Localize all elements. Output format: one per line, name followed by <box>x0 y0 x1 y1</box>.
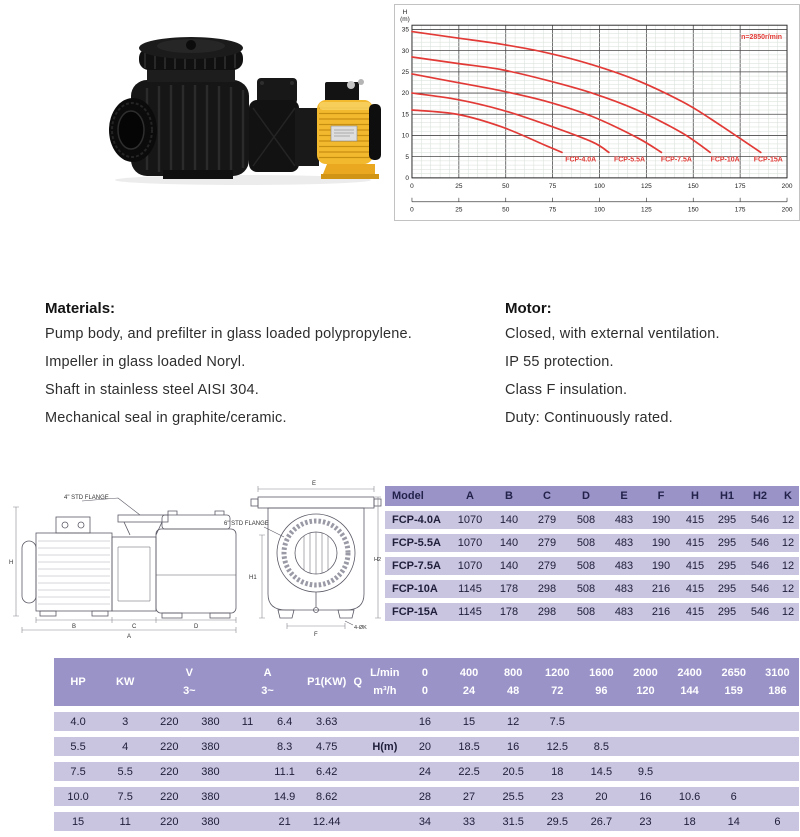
head-value-cell: 18 <box>535 762 579 781</box>
flow-unit-header: L/min m³/h <box>367 658 403 706</box>
kw-cell: 7.5 <box>102 787 148 806</box>
y-axis-label: (m) <box>400 16 410 24</box>
dim-value-cell: 295 <box>711 534 743 552</box>
dim-value-cell: 415 <box>679 603 711 621</box>
curve-label: FCP-15A <box>753 156 783 164</box>
head-value-cell: 22.5 <box>447 762 491 781</box>
dim-value-cell: 190 <box>643 534 679 552</box>
head-value-cell: 20.5 <box>491 762 535 781</box>
flow-value-header: 1200 72 <box>535 658 579 706</box>
x-tick-label: 25 <box>455 182 463 190</box>
head-value-cell: 34 <box>403 812 447 831</box>
materials-line: Mechanical seal in graphite/ceramic. <box>45 410 287 426</box>
model-cell: FCP-15A <box>385 603 449 621</box>
v380-cell: 380 <box>190 737 230 756</box>
head-value-cell: 25.5 <box>491 787 535 806</box>
curve-label: FCP-10A <box>710 156 740 164</box>
dim-value-cell: 216 <box>643 580 679 598</box>
y-axis-label: H <box>402 9 408 17</box>
dim-value-cell: 12 <box>777 511 799 529</box>
y-tick-label: 0 <box>405 175 409 183</box>
motor-title: Motor: <box>505 300 552 317</box>
head-value-cell <box>712 762 756 781</box>
dim-label-d: D <box>194 624 199 630</box>
kw-cell: 4 <box>102 737 148 756</box>
dim-col-header: H2 <box>743 486 777 506</box>
head-value-cell: 7.5 <box>535 712 579 731</box>
dim-col-header: H <box>679 486 711 506</box>
motor-line: IP 55 protection. <box>505 354 614 370</box>
dim-value-cell: 216 <box>643 603 679 621</box>
kw-header: KW <box>102 658 148 706</box>
model-cell: FCP-4.0A <box>385 511 449 529</box>
head-value-cell: 20 <box>579 787 623 806</box>
head-value-cell: 31.5 <box>491 812 535 831</box>
kw-cell: 5.5 <box>102 762 148 781</box>
head-value-cell <box>756 737 799 756</box>
v220-cell: 220 <box>148 712 190 731</box>
v220-cell: 220 <box>148 762 190 781</box>
head-value-cell <box>712 712 756 731</box>
head-value-cell: 12.5 <box>535 737 579 756</box>
dim-value-cell: 190 <box>643 557 679 575</box>
p1-cell: 4.75 <box>305 737 349 756</box>
head-value-cell: 20 <box>403 737 447 756</box>
dim-col-header: F <box>643 486 679 506</box>
motor-line: Duty: Continuously rated. <box>505 410 673 426</box>
dim-value-cell: 546 <box>743 534 777 552</box>
secondary-tick-label: 100 <box>594 206 605 214</box>
v220-cell: 220 <box>148 737 190 756</box>
dim-label-h1: H1 <box>249 575 257 581</box>
head-value-cell <box>623 737 667 756</box>
dim-value-cell: 12 <box>777 580 799 598</box>
head-value-cell: 14.5 <box>579 762 623 781</box>
dim-value-cell: 483 <box>605 511 643 529</box>
secondary-tick-label: 75 <box>549 206 557 214</box>
model-cell: FCP-7.5A <box>385 557 449 575</box>
dim-value-cell: 1070 <box>449 534 491 552</box>
head-value-cell: 14 <box>712 812 756 831</box>
dim-value-cell: 279 <box>527 557 567 575</box>
a220-cell <box>230 762 264 781</box>
y-tick-label: 15 <box>401 111 409 119</box>
dim-value-cell: 1070 <box>449 511 491 529</box>
head-value-cell: 10.6 <box>668 787 712 806</box>
head-value-cell: 16 <box>491 737 535 756</box>
a220-cell <box>230 737 264 756</box>
secondary-tick-label: 150 <box>687 206 699 214</box>
materials-line: Shaft in stainless steel AISI 304. <box>45 382 259 398</box>
q-cell <box>349 712 367 731</box>
hp-cell: 4.0 <box>54 712 102 731</box>
dim-value-cell: 1145 <box>449 580 491 598</box>
head-value-cell: 27 <box>447 787 491 806</box>
head-value-cell <box>668 737 712 756</box>
hp-cell: 7.5 <box>54 762 102 781</box>
head-value-cell <box>756 787 799 806</box>
head-value-cell <box>579 712 623 731</box>
hp-cell: 15 <box>54 812 102 831</box>
dim-label-e: E <box>312 481 317 487</box>
dim-col-header: H1 <box>711 486 743 506</box>
dim-value-cell: 140 <box>491 534 527 552</box>
dim-value-cell: 483 <box>605 603 643 621</box>
dim-table-row <box>385 511 799 529</box>
dim-value-cell: 1070 <box>449 557 491 575</box>
dim-label-a: A <box>127 634 132 640</box>
dim-label-h2: H2 <box>374 557 382 563</box>
materials-line: Impeller in glass loaded Noryl. <box>45 354 246 370</box>
q-cell <box>349 787 367 806</box>
dim-value-cell: 279 <box>527 534 567 552</box>
speed-annotation: n=2850r/min <box>741 34 783 42</box>
hp-cell: 5.5 <box>54 737 102 756</box>
head-value-cell: 33 <box>447 812 491 831</box>
hm-label-cell <box>367 762 403 781</box>
curve-label: FCP-5.5A <box>614 156 645 164</box>
dim-value-cell: 508 <box>567 511 605 529</box>
motor-line: Closed, with external ventilation. <box>505 326 720 342</box>
flow-value-header: 2650 159 <box>712 658 756 706</box>
p1-cell: 8.62 <box>305 787 349 806</box>
flow-value-header: 2400 144 <box>668 658 712 706</box>
dimension-table <box>385 481 799 626</box>
y-tick-label: 10 <box>401 132 409 140</box>
p1-cell: 12.44 <box>305 812 349 831</box>
dim-value-cell: 508 <box>567 557 605 575</box>
a380-cell: 6.4 <box>265 712 305 731</box>
head-value-cell: 16 <box>623 787 667 806</box>
v220-cell: 220 <box>148 787 190 806</box>
head-value-cell: 16 <box>403 712 447 731</box>
materials-title: Materials: <box>45 300 116 317</box>
model-cell: FCP-5.5A <box>385 534 449 552</box>
secondary-tick-label: 200 <box>781 206 793 214</box>
a380-cell: 11.1 <box>265 762 305 781</box>
model-cell: FCP-10A <box>385 580 449 598</box>
q-cell <box>349 737 367 756</box>
head-value-cell <box>756 712 799 731</box>
hp-cell: 10.0 <box>54 787 102 806</box>
dim-value-cell: 178 <box>491 603 527 621</box>
curve-FCP-10A <box>412 57 710 152</box>
p1-header: P1(KW) <box>305 658 349 706</box>
performance-table <box>54 652 799 837</box>
a220-cell <box>230 787 264 806</box>
dim-value-cell: 415 <box>679 580 711 598</box>
dim-value-cell: 12 <box>777 557 799 575</box>
hm-label-cell: H(m) <box>367 737 403 756</box>
dim-value-cell: 483 <box>605 580 643 598</box>
v380-cell: 380 <box>190 762 230 781</box>
dim-value-cell: 415 <box>679 557 711 575</box>
dim-value-cell: 190 <box>643 511 679 529</box>
q-cell <box>349 812 367 831</box>
performance-table-header <box>54 658 799 706</box>
dim-table-row <box>385 580 799 598</box>
a380-cell: 21 <box>265 812 305 831</box>
dim-value-cell: 546 <box>743 603 777 621</box>
y-tick-label: 20 <box>401 90 409 98</box>
perf-table-row <box>54 737 799 756</box>
x-tick-label: 175 <box>734 182 746 190</box>
secondary-tick-label: 0 <box>410 206 414 214</box>
technical-drawings <box>6 477 384 640</box>
perf-table-row <box>54 812 799 831</box>
y-tick-label: 25 <box>401 69 409 77</box>
perf-table-row <box>54 712 799 731</box>
secondary-tick-label: 175 <box>734 206 746 214</box>
dim-value-cell: 298 <box>527 580 567 598</box>
dim-value-cell: 1145 <box>449 603 491 621</box>
flow-value-header: 800 48 <box>491 658 535 706</box>
x-tick-label: 50 <box>502 182 510 190</box>
hp-header: HP <box>54 658 102 706</box>
head-value-cell <box>756 762 799 781</box>
head-value-cell: 12 <box>491 712 535 731</box>
dim-label-f: F <box>314 632 318 638</box>
curve-label: FCP-7.5A <box>660 156 692 164</box>
voltage-header: V 3~ <box>148 658 230 706</box>
current-header: A 3~ <box>230 658 304 706</box>
head-value-cell: 18 <box>668 812 712 831</box>
dim-table-row <box>385 603 799 621</box>
head-value-cell <box>623 712 667 731</box>
dim-col-header: A <box>449 486 491 506</box>
dim-value-cell: 12 <box>777 603 799 621</box>
flow-value-header: 1600 96 <box>579 658 623 706</box>
secondary-tick-label: 50 <box>502 206 510 214</box>
dim-value-cell: 415 <box>679 534 711 552</box>
kw-cell: 11 <box>102 812 148 831</box>
head-value-cell: 26.7 <box>579 812 623 831</box>
dim-col-header: C <box>527 486 567 506</box>
dim-label-4ok: 4-ØK <box>354 625 367 631</box>
a380-cell: 14.9 <box>265 787 305 806</box>
head-value-cell: 15 <box>447 712 491 731</box>
dimension-table-header <box>385 486 799 506</box>
performance-chart <box>394 4 800 221</box>
dim-table-row <box>385 534 799 552</box>
y-tick-label: 30 <box>401 47 409 55</box>
v380-cell: 380 <box>190 787 230 806</box>
dim-col-header: B <box>491 486 527 506</box>
x-tick-label: 0 <box>410 182 414 190</box>
head-value-cell: 6 <box>712 787 756 806</box>
head-value-cell <box>668 712 712 731</box>
v380-cell: 380 <box>190 712 230 731</box>
q-cell <box>349 762 367 781</box>
dim-label-h: H <box>9 560 14 566</box>
head-value-cell: 28 <box>403 787 447 806</box>
dim-col-header: E <box>605 486 643 506</box>
dim-value-cell: 295 <box>711 603 743 621</box>
y-tick-label: 35 <box>401 26 409 34</box>
pump-photo <box>103 8 381 188</box>
dim-value-cell: 546 <box>743 580 777 598</box>
head-value-cell: 29.5 <box>535 812 579 831</box>
y-tick-label: 5 <box>405 153 409 161</box>
head-value-cell: 24 <box>403 762 447 781</box>
dim-value-cell: 298 <box>527 603 567 621</box>
x-tick-label: 75 <box>549 182 557 190</box>
flow-value-header: 400 24 <box>447 658 491 706</box>
secondary-tick-label: 125 <box>640 206 652 214</box>
dim-value-cell: 12 <box>777 534 799 552</box>
materials-section <box>45 300 485 438</box>
head-value-cell: 23 <box>535 787 579 806</box>
materials-line: Pump body, and prefilter in glass loaded polypropylene. <box>45 326 413 342</box>
x-tick-label: 100 <box>594 182 605 190</box>
head-value-cell: 23 <box>623 812 667 831</box>
dim-value-cell: 546 <box>743 557 777 575</box>
dim-value-cell: 508 <box>567 534 605 552</box>
head-value-cell <box>712 737 756 756</box>
dim-col-header: K <box>777 486 799 506</box>
dim-value-cell: 415 <box>679 511 711 529</box>
p1-cell: 3.63 <box>305 712 349 731</box>
kw-cell: 3 <box>102 712 148 731</box>
dim-value-cell: 295 <box>711 580 743 598</box>
head-value-cell: 6 <box>756 812 799 831</box>
motor-section <box>505 300 790 438</box>
flow-value-header: 3100 186 <box>756 658 799 706</box>
hm-label-cell <box>367 712 403 731</box>
a220-cell: 11 <box>230 712 264 731</box>
dim-value-cell: 508 <box>567 603 605 621</box>
hm-label-cell <box>367 812 403 831</box>
p1-cell: 6.42 <box>305 762 349 781</box>
flange-label-4in: 4" STD FLANGE <box>64 495 109 501</box>
x-tick-label: 150 <box>687 182 699 190</box>
front-view-drawing <box>251 486 381 629</box>
flow-value-header: 2000 120 <box>623 658 667 706</box>
q-header: Q <box>349 658 367 706</box>
dim-value-cell: 178 <box>491 580 527 598</box>
side-view-drawing <box>13 498 236 633</box>
flow-value-header: 0 0 <box>403 658 447 706</box>
a380-cell: 8.3 <box>265 737 305 756</box>
performance-chart-svg <box>395 5 799 220</box>
hm-label-cell <box>367 787 403 806</box>
head-value-cell <box>668 762 712 781</box>
dim-col-header: Model <box>385 486 449 506</box>
dim-value-cell: 546 <box>743 511 777 529</box>
dim-value-cell: 140 <box>491 511 527 529</box>
dim-value-cell: 483 <box>605 534 643 552</box>
flange-label-6in: 6" STD FLANGE <box>224 521 269 527</box>
head-value-cell: 18.5 <box>447 737 491 756</box>
v380-cell: 380 <box>190 812 230 831</box>
secondary-tick-label: 25 <box>455 206 463 214</box>
dim-value-cell: 295 <box>711 511 743 529</box>
curve-label: FCP-4.0A <box>565 156 597 164</box>
head-value-cell: 8.5 <box>579 737 623 756</box>
a220-cell <box>230 812 264 831</box>
x-tick-label: 200 <box>781 182 793 190</box>
v220-cell: 220 <box>148 812 190 831</box>
dim-label-b: B <box>72 624 77 630</box>
perf-table-row <box>54 787 799 806</box>
dim-value-cell: 295 <box>711 557 743 575</box>
dim-value-cell: 483 <box>605 557 643 575</box>
dim-value-cell: 140 <box>491 557 527 575</box>
dim-label-c: C <box>132 624 137 630</box>
dim-value-cell: 279 <box>527 511 567 529</box>
perf-table-row <box>54 762 799 781</box>
dim-value-cell: 508 <box>567 580 605 598</box>
motor-line: Class F insulation. <box>505 382 628 398</box>
x-tick-label: 125 <box>640 182 652 190</box>
pump-photo-art <box>109 37 381 185</box>
dim-table-row <box>385 557 799 575</box>
dim-col-header: D <box>567 486 605 506</box>
head-value-cell: 9.5 <box>623 762 667 781</box>
